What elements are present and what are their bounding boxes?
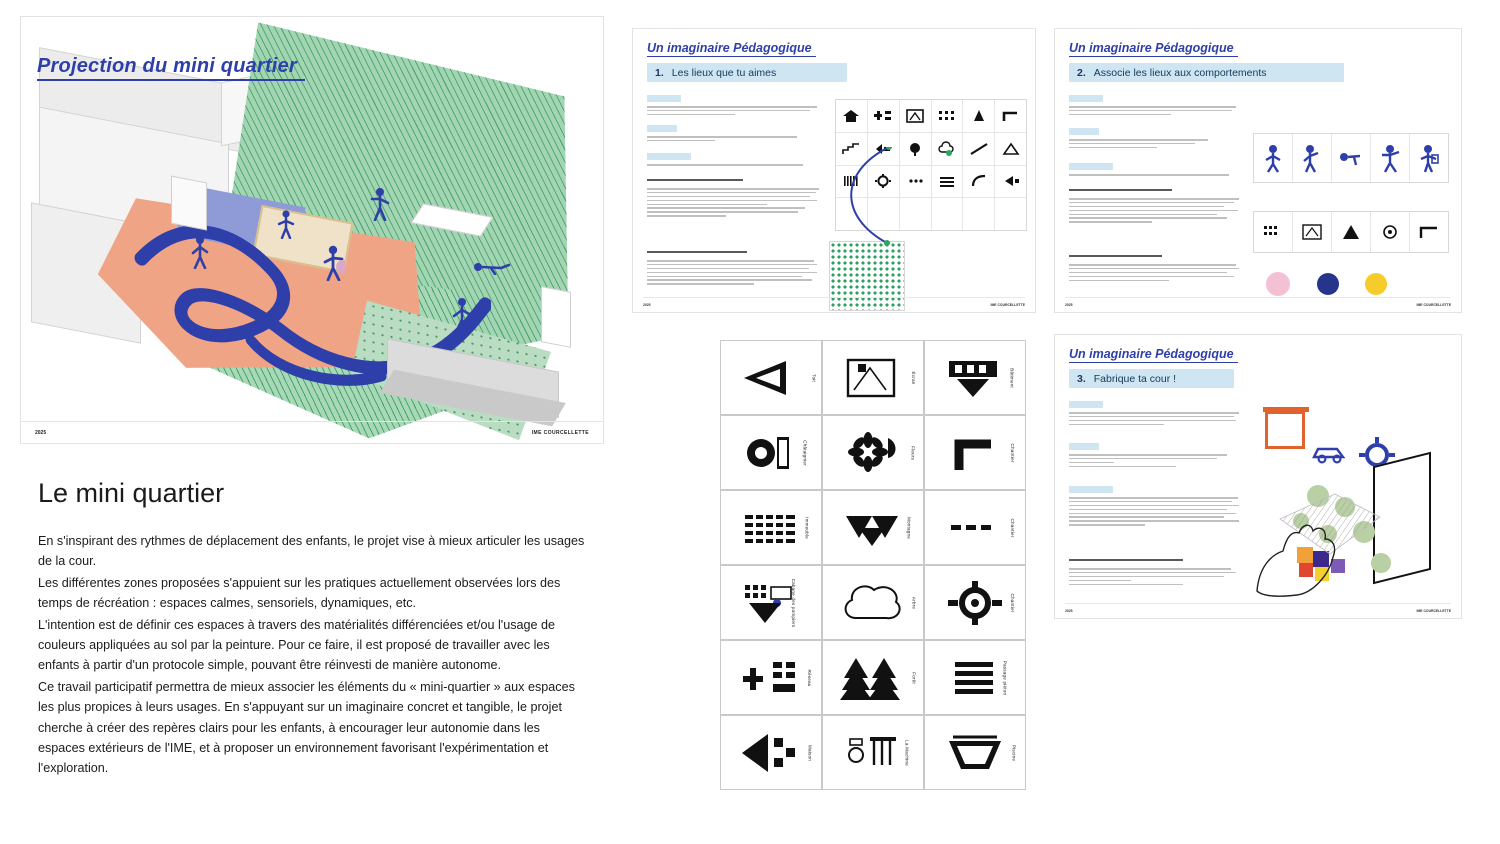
sheet1-head-objectif <box>647 95 681 102</box>
card-reseau[interactable] <box>720 640 822 715</box>
car-icon <box>1311 441 1353 465</box>
sheet3-text-autonomie <box>1069 568 1241 587</box>
sheet3-text-objectif <box>1069 412 1241 428</box>
sheet3-head-autonomie <box>1069 559 1241 564</box>
place-card-3 <box>1332 212 1370 252</box>
figure-child-6 <box>276 209 296 239</box>
sheet1-head-materiel <box>647 125 677 132</box>
left-column <box>20 16 610 828</box>
sheet2-head-materiel <box>1069 128 1099 135</box>
sheet2-step-bar <box>1069 63 1344 82</box>
sheet3-step-bar <box>1069 369 1234 388</box>
card-label: Maison <box>807 744 813 761</box>
card-ecran[interactable] <box>822 340 924 415</box>
sheet3-title: Un imaginaire Pédagogique <box>1069 347 1234 361</box>
sheet1-text-objectif <box>647 106 817 118</box>
sheet3-step-number: 3. <box>1077 372 1086 385</box>
behaviour-icon-5 <box>1410 134 1448 182</box>
place-card-1 <box>1254 212 1292 252</box>
card-label: Arbre <box>911 596 917 609</box>
card-chataignier[interactable] <box>720 415 822 490</box>
sheet1-footer-org: IME COURCELLETTE <box>990 303 1025 307</box>
card-immeuble[interactable] <box>720 490 822 565</box>
sheet2-footer-year: 2025 <box>1065 303 1073 307</box>
card-label: Bâtiment <box>1009 367 1015 388</box>
sheet2-place-row <box>1253 211 1449 253</box>
sheet2-text-deroulement <box>1069 174 1239 178</box>
page-title: Le mini quartier <box>38 478 225 508</box>
figure-child-2 <box>321 245 345 281</box>
card-label: La Machine <box>904 739 910 766</box>
card-fleurs[interactable] <box>822 415 924 490</box>
sheet3-head-objectif <box>1069 401 1103 408</box>
sheet1-footer <box>643 297 1025 307</box>
card-lamachine[interactable] <box>822 715 924 790</box>
card-label: Chantier <box>1010 593 1016 612</box>
picto-dots-grid <box>932 100 963 132</box>
article-paragraph: Les différentes zones proposées s'appuient sur les pratiques actuellement observées lors des temps de récréation : espaces calmes, sensoriels, dynamiques, etc. <box>38 575 561 611</box>
sheet2-text-objectif <box>1069 106 1239 118</box>
picto-corner-road <box>995 100 1026 132</box>
article-paragraph: L'intention est de définir ces espaces à travers des matérialités différenciées et/ou l'usage de couleurs appliquées au sol par la peinture. Pour ce faire, il est proposé de travailler avec les enfants à partir d'un protocole simple, pouvant être réinvesti de manière autonome. <box>38 617 556 673</box>
card-label: Passage piéton <box>1002 660 1008 695</box>
card-cabane[interactable] <box>720 565 822 640</box>
place-card-5 <box>1410 212 1448 252</box>
sheet1-text-materiel <box>647 136 817 144</box>
sheet1-text-deroulement <box>647 164 817 168</box>
picto-house <box>836 100 867 132</box>
card-label: Chantier <box>1010 443 1016 462</box>
sheet1-step-number: 1. <box>655 66 664 79</box>
card-label: Montagne <box>906 516 912 539</box>
article-paragraph: En s'inspirant des rythmes de déplacement des enfants, le projet vise à mieux articuler les usages de la cour. <box>38 534 585 569</box>
projection-render-board <box>20 16 604 444</box>
card-foret[interactable] <box>822 640 924 715</box>
card-maison[interactable] <box>720 715 822 790</box>
figure-child-3 <box>369 187 391 221</box>
card-label: Forêt <box>911 671 917 684</box>
sheet2-footer-org: IME COURCELLETTE <box>1416 303 1451 307</box>
card-label: Cabane des pompiers <box>791 578 797 627</box>
render-footer <box>21 421 603 443</box>
sheet1-connector-lines <box>829 147 989 257</box>
sheet1-step-bar <box>647 63 847 82</box>
pergola-structure <box>1265 411 1305 449</box>
sheet-step-1 <box>632 28 1036 313</box>
article-body <box>38 531 590 779</box>
sheet2-step-number: 2. <box>1077 66 1086 79</box>
article-paragraph: Ce travail participatif permettra de mieux associer les éléments du « mini-quartier » aux espaces les plus propices à leurs usages. En s'appuyant sur un imaginaire concret et tangible, le projet cherche à créer des repères clairs pour les enfants, à encourager leur autonomie dans les espaces extérieurs de l'IME, et à proposer un environnement favorisant l'expérimentation et l'exploration. <box>38 679 575 776</box>
card-label: Immeuble <box>804 516 810 539</box>
pictogram-card-grid <box>720 340 1026 790</box>
card-chantier2[interactable] <box>924 490 1026 565</box>
figure-child-1 <box>189 235 211 269</box>
card-toit[interactable] <box>720 340 822 415</box>
sheet2-footer <box>1065 297 1451 307</box>
sheet2-colour-dots <box>1253 267 1449 301</box>
sheet3-footer <box>1065 603 1451 613</box>
behaviour-icon-4 <box>1371 134 1409 182</box>
sheet1-option-2-text <box>647 260 819 287</box>
card-arbre[interactable] <box>822 565 924 640</box>
sheet2-head-deroulement <box>1069 163 1113 170</box>
sheet3-head-materiel <box>1069 443 1099 450</box>
behaviour-icon-1 <box>1254 134 1292 182</box>
picto-arrow-left <box>995 166 1026 198</box>
sheet2-option-2-text <box>1069 264 1241 283</box>
sheet3-head-deroulement <box>1069 486 1113 493</box>
sheet1-option-2 <box>647 251 819 256</box>
picto-blank-6 <box>995 198 1026 230</box>
ground-panel-2 <box>171 176 207 231</box>
figure-child-4 <box>451 297 473 333</box>
sheet3-footer-org: IME COURCELLETTE <box>1416 609 1451 613</box>
sheet2-step-label: Associe les lieux aux comportements <box>1093 66 1267 79</box>
sheet3-step-label: Fabrique ta cour ! <box>1093 372 1177 385</box>
colour-dot-yellow <box>1365 273 1387 295</box>
hand-icon <box>1253 511 1363 597</box>
card-batiment[interactable] <box>924 340 1026 415</box>
sheet2-head-objectif <box>1069 95 1103 102</box>
card-label: Réseau <box>806 668 812 687</box>
sheet1-footer-year: 2025 <box>643 303 651 307</box>
card-chantier1[interactable] <box>924 415 1026 490</box>
card-label: Châtaignier <box>802 439 808 466</box>
sheet2-text-materiel <box>1069 139 1239 151</box>
sheet1-option-1 <box>647 179 819 184</box>
sheet3-illustration <box>1253 401 1453 601</box>
card-passage[interactable] <box>924 640 1026 715</box>
sheet1-head-deroulement <box>647 153 691 160</box>
picto-triangle <box>995 133 1026 165</box>
render-title: Projection du mini quartier <box>37 55 297 77</box>
sheet2-option-2 <box>1069 255 1241 260</box>
card-montagne[interactable] <box>822 490 924 565</box>
picto-screen-frame <box>900 100 931 132</box>
place-card-4 <box>1371 212 1409 252</box>
sheet3-text-deroulement <box>1069 497 1241 528</box>
sheet-step-2 <box>1054 28 1462 313</box>
picto-pine-trees <box>963 100 994 132</box>
place-card-2 <box>1293 212 1331 252</box>
pergola-roof <box>1263 407 1309 412</box>
card-label: Piscine <box>1011 744 1017 761</box>
sheet2-option-1 <box>1069 189 1241 194</box>
colour-dot-empty <box>1414 273 1436 295</box>
sheet1-step-label: Les lieux que tu aimes <box>671 66 777 79</box>
render-footer-year: 2025 <box>35 429 47 436</box>
card-label: Toit <box>811 373 817 382</box>
article-block <box>20 478 590 779</box>
colour-dot-navy <box>1317 273 1339 295</box>
behaviour-icon-3 <box>1332 134 1370 182</box>
picto-plus-blocks <box>868 100 899 132</box>
sheet1-option-1-text <box>647 188 819 219</box>
sheet2-behaviour-row <box>1253 133 1449 183</box>
behaviour-icon-2 <box>1293 134 1331 182</box>
card-label: Chantier <box>1010 518 1016 537</box>
ground-panel-3 <box>541 286 571 348</box>
card-label: Écran <box>910 370 916 385</box>
sheet-step-3 <box>1054 334 1462 619</box>
card-label: Fleurs <box>910 445 916 460</box>
render-footer-org: IME COURCELLETTE <box>531 429 589 436</box>
colour-dot-pink <box>1266 272 1290 296</box>
card-chantier3[interactable] <box>924 565 1026 640</box>
sheet2-title: Un imaginaire Pédagogique <box>1069 41 1234 55</box>
sheet3-text-materiel <box>1069 454 1241 470</box>
figure-child-5 <box>473 259 513 275</box>
card-piscine[interactable] <box>924 715 1026 790</box>
sheet2-option-1-text <box>1069 198 1241 225</box>
sheet1-title: Un imaginaire Pédagogique <box>647 41 812 55</box>
sheet3-footer-year: 2025 <box>1065 609 1073 613</box>
